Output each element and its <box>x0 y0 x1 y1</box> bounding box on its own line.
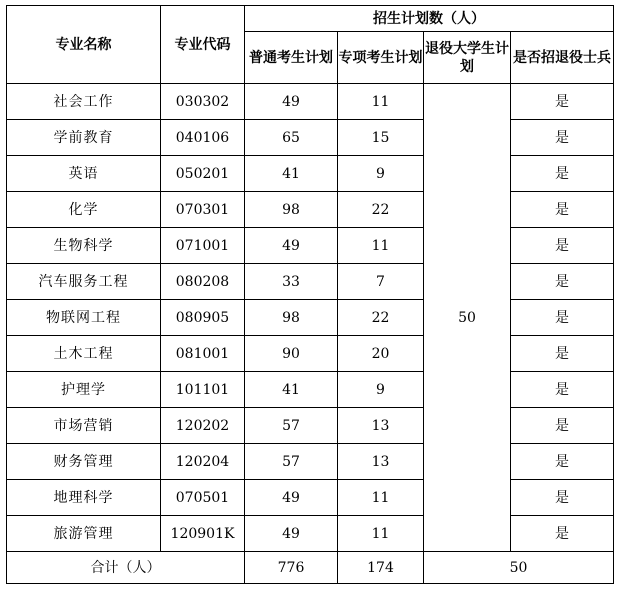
major-name-cell: 英语 <box>7 156 161 192</box>
general-plan-cell: 98 <box>245 192 338 228</box>
major-code-cell: 120901K <box>161 516 245 552</box>
general-plan-cell: 57 <box>245 444 338 480</box>
major-name-cell: 土木工程 <box>7 336 161 372</box>
total-veteran-plan: 50 <box>424 552 614 584</box>
special-plan-cell: 13 <box>338 408 424 444</box>
table-row <box>7 300 614 336</box>
major-code-cell: 070301 <box>161 192 245 228</box>
special-plan-cell: 9 <box>338 372 424 408</box>
recruit-veteran-cell: 是 <box>511 408 614 444</box>
header-special-plan: 专项考生计划 <box>338 32 424 84</box>
major-code-cell: 101101 <box>161 372 245 408</box>
table-row <box>7 480 614 516</box>
major-code-cell: 070501 <box>161 480 245 516</box>
special-plan-cell: 11 <box>338 228 424 264</box>
major-code-cell: 081001 <box>161 336 245 372</box>
recruit-veteran-cell: 是 <box>511 84 614 120</box>
recruit-veteran-cell: 是 <box>511 300 614 336</box>
general-plan-cell: 41 <box>245 372 338 408</box>
recruit-veteran-cell: 是 <box>511 192 614 228</box>
general-plan-cell: 57 <box>245 408 338 444</box>
table-row <box>7 120 614 156</box>
major-name-cell: 物联网工程 <box>7 300 161 336</box>
header-major-name: 专业名称 <box>7 6 161 84</box>
major-name-cell: 学前教育 <box>7 120 161 156</box>
general-plan-cell: 49 <box>245 480 338 516</box>
major-name-cell: 化学 <box>7 192 161 228</box>
table-row <box>7 372 614 408</box>
general-plan-cell: 65 <box>245 120 338 156</box>
general-plan-cell: 49 <box>245 516 338 552</box>
recruit-veteran-cell: 是 <box>511 372 614 408</box>
special-plan-cell: 7 <box>338 264 424 300</box>
major-code-cell: 050201 <box>161 156 245 192</box>
major-code-cell: 040106 <box>161 120 245 156</box>
special-plan-cell: 9 <box>338 156 424 192</box>
total-general-plan: 776 <box>245 552 338 584</box>
special-plan-cell: 11 <box>338 84 424 120</box>
recruit-veteran-cell: 是 <box>511 120 614 156</box>
total-row <box>7 552 614 584</box>
recruit-veteran-cell: 是 <box>511 228 614 264</box>
major-name-cell: 旅游管理 <box>7 516 161 552</box>
table-row <box>7 264 614 300</box>
recruit-veteran-cell: 是 <box>511 444 614 480</box>
major-code-cell: 080905 <box>161 300 245 336</box>
major-name-cell: 汽车服务工程 <box>7 264 161 300</box>
total-special-plan: 174 <box>338 552 424 584</box>
table-row <box>7 156 614 192</box>
special-plan-cell: 22 <box>338 300 424 336</box>
special-plan-cell: 13 <box>338 444 424 480</box>
recruit-veteran-cell: 是 <box>511 264 614 300</box>
special-plan-cell: 11 <box>338 480 424 516</box>
special-plan-cell: 22 <box>338 192 424 228</box>
recruit-veteran-cell: 是 <box>511 336 614 372</box>
major-name-cell: 财务管理 <box>7 444 161 480</box>
major-code-cell: 071001 <box>161 228 245 264</box>
major-code-cell: 080208 <box>161 264 245 300</box>
general-plan-cell: 90 <box>245 336 338 372</box>
special-plan-cell: 11 <box>338 516 424 552</box>
table-row <box>7 516 614 552</box>
enrollment-plan-table <box>6 5 614 584</box>
major-code-cell: 120202 <box>161 408 245 444</box>
special-plan-cell: 20 <box>338 336 424 372</box>
recruit-veteran-cell: 是 <box>511 516 614 552</box>
total-label: 合计（人） <box>7 552 245 584</box>
major-name-cell: 市场营销 <box>7 408 161 444</box>
table-row <box>7 84 614 120</box>
table-row <box>7 408 614 444</box>
recruit-veteran-cell: 是 <box>511 156 614 192</box>
general-plan-cell: 49 <box>245 84 338 120</box>
major-code-cell: 030302 <box>161 84 245 120</box>
header-row-1 <box>7 6 614 32</box>
special-plan-cell: 15 <box>338 120 424 156</box>
header-veteran-plan: 退役大学生计划 <box>424 32 511 84</box>
header-general-plan: 普通考生计划 <box>245 32 338 84</box>
major-code-cell: 120204 <box>161 444 245 480</box>
general-plan-cell: 49 <box>245 228 338 264</box>
table-row <box>7 192 614 228</box>
header-plan-group: 招生计划数（人） <box>245 6 614 32</box>
major-name-cell: 护理学 <box>7 372 161 408</box>
header-recruit-veteran: 是否招退役士兵 <box>511 32 614 84</box>
table-row <box>7 444 614 480</box>
table-row <box>7 228 614 264</box>
recruit-veteran-cell: 是 <box>511 480 614 516</box>
major-name-cell: 生物科学 <box>7 228 161 264</box>
major-name-cell: 社会工作 <box>7 84 161 120</box>
major-name-cell: 地理科学 <box>7 480 161 516</box>
general-plan-cell: 98 <box>245 300 338 336</box>
general-plan-cell: 41 <box>245 156 338 192</box>
header-major-code: 专业代码 <box>161 6 245 84</box>
table-row <box>7 336 614 372</box>
general-plan-cell: 33 <box>245 264 338 300</box>
veteran-plan-cell: 50 <box>424 84 511 552</box>
